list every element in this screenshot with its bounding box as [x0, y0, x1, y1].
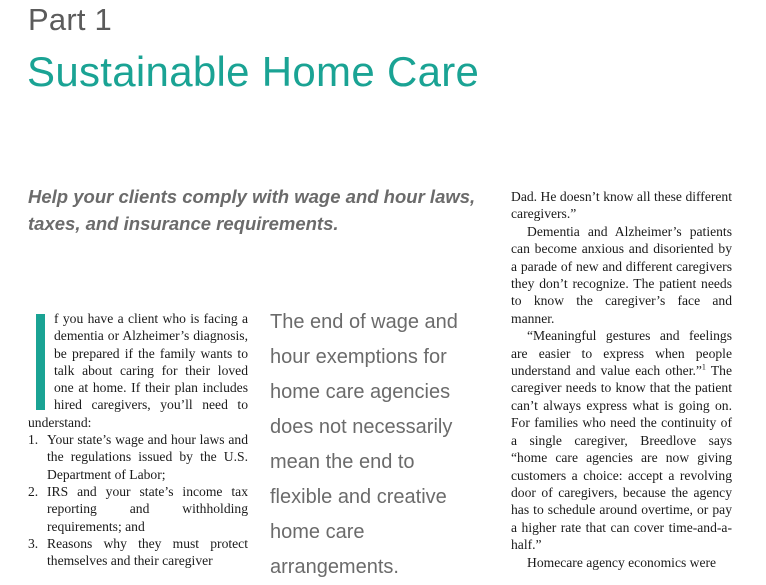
- footnote-marker: 1: [701, 362, 706, 372]
- paragraph: Dad. He doesn’t know all these different caregivers.”: [511, 189, 732, 222]
- list-text: Reasons why they must protect themselves and their caregiver: [47, 535, 248, 569]
- paragraph: [511, 327, 732, 553]
- page-title: Sustainable Home Care: [27, 48, 480, 95]
- paragraph: Homecare agency economics were: [527, 554, 717, 570]
- pull-quote: The end of wage and hour exemptions for home care agencies does not necessarily mean the end to flexible and creative home care arrangements.: [270, 311, 458, 578]
- intro-paragraph: f you have a client who is facing a dementia or Alzheimer’s diagnosis, be prepared if the family wants to talk about caring for their loved one at home. If their plan includes hired caregivers, you’ll need to understand:: [28, 311, 248, 430]
- left-column: [28, 310, 248, 569]
- list-item: [28, 431, 248, 483]
- paragraph: Dementia and Alzheimer’s patients can become anxious and disoriented by a parade of new and different caregivers they don’t recognize. The patient needs to know the caregiver’s face and manner.: [511, 223, 732, 326]
- article-subtitle: Help your clients comply with wage and hour laws, taxes, and insurance requirements.: [28, 186, 476, 234]
- list-number: 3.: [28, 535, 39, 551]
- right-column: [511, 188, 732, 571]
- list-text: IRS and your state’s income tax reporting and withholding requirements; and: [47, 483, 248, 534]
- list-number: 2.: [28, 483, 39, 499]
- list-text: Your state’s wage and hour laws and the regulations issued by the U.S. Department of Labor;: [47, 432, 248, 482]
- quote-text: “Meaningful gestures and feelings are easier to express when people understand and value each other.”: [511, 328, 732, 379]
- list-item: [28, 535, 248, 570]
- paragraph-continuation: The caregiver needs to know that the patient can’t always express what is going on. For families who need the continuity of a single caregiver, Breedlove says “home care agencies are now giving customers a choice: accept a revolving door of caregivers, because the agency has to schedule around overtime, or pay a higher rate that can cover time-and-a-half.”: [511, 363, 732, 553]
- list-number: 1.: [28, 432, 39, 448]
- list-item: [28, 483, 248, 535]
- requirements-list: [28, 431, 248, 569]
- part-label: Part 1: [28, 2, 112, 37]
- drop-cap-letter: [36, 314, 45, 410]
